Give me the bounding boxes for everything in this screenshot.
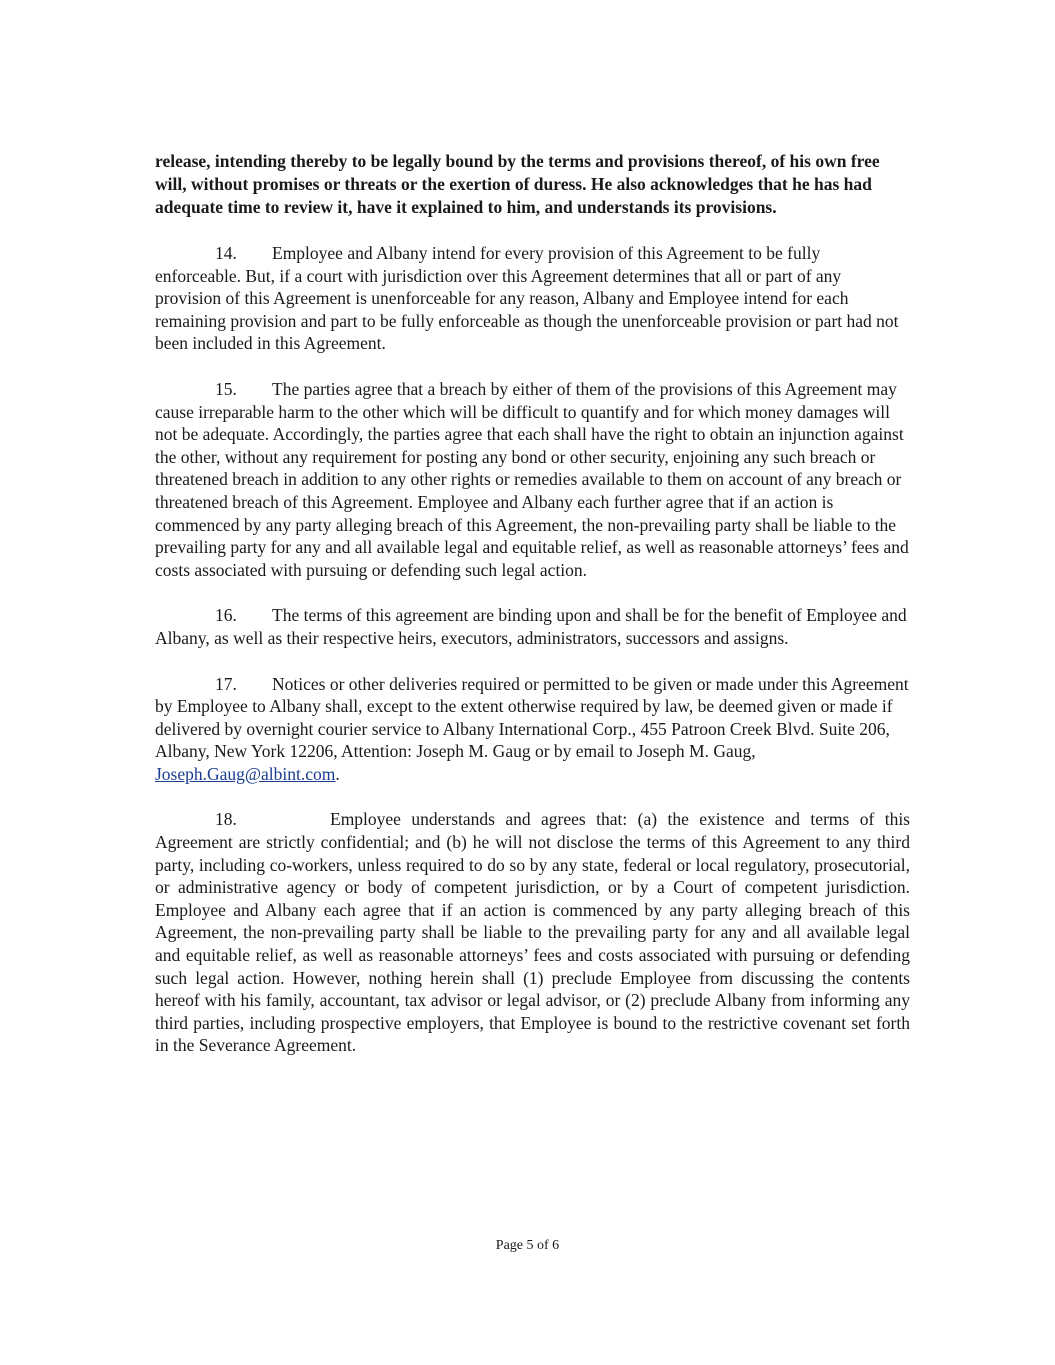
section-15-paragraph [155,378,910,581]
section-trailing-punctuation: . [335,763,340,784]
section-text: Employee and Albany intend for every provision of this Agreement to be fully enforceable. But, if a court with jurisdiction over this Agreement determines that all or part of any provision of this Agreement is unenforceable for any reason, Albany and Employee intend for each remaining provision and part to be fully enforceable as though the unenforceable provision or part had not been included in this Agreement. [155,243,899,354]
section-17-paragraph [155,673,910,786]
section-18-paragraph [155,808,910,1057]
document-page [155,150,910,1080]
section-text: Notices or other deliveries required or permitted to be given or made under this Agreement by Employee to Albany shall, except to the extent otherwise required by law, be deemed given or made if delivered by overnight courier service to Albany International Corp., 455 Patroon Creek Blvd. Suite 206, Albany, New York 12206, Attention: Joseph M. Gaug or by email to Joseph M. Gaug, [155,673,909,762]
section-text: The terms of this agreement are binding upon and shall be for the benefit of Employee and Albany, as well as their respective heirs, executors, administrators, successors and assigns. [155,605,907,648]
section-16-paragraph [155,604,910,649]
page-number-footer: Page 5 of 6 [495,1238,560,1253]
section-number: 17. [215,673,237,694]
section-text: Employee understands and agrees that: (a) the existence and terms of this Agreement are strictly confidential; and (b) he will not disclose the terms of this Agreement to any third party, including co-workers, unless required to do so by any state, federal or local regulatory, prosecutorial, or administrative agency or body of competent jurisdiction, or by a Court of competent jurisdiction. Employee and Albany each agree that if an action is commenced by any party alleging breach of this Agreement, the non-prevailing party shall be liable to the prevailing party for any and all available legal and equitable relief, as well as reasonable attorneys’ fees and costs associated with pursuing or defending such legal action. However, nothing herein shall (1) preclude Employee from discussing the contents hereof with his family, accountant, tax advisor or legal advisor, or (2) preclude Albany from informing any third parties, including prospective employers, that Employee is bound to the restrictive covenant set forth in the Severance Agreement. [155,809,910,1056]
email-link[interactable]: Joseph.Gaug@albint.com [155,763,336,784]
release-acknowledgement-paragraph: release, intending thereby to be legally bound by the terms and provisions thereof, of his own free will, without promises or threats or the exertion of duress. He also acknowledges that he has had adequate time to review it, have it explained to him, and understands its provisions. [155,151,880,217]
section-number: 15. [215,378,237,399]
section-number: 16. [215,605,237,626]
section-text: The parties agree that a breach by either of them of the provisions of this Agreement may cause irreparable harm to the other which will be difficult to quantify and for which money damages will not be adequate. Accordingly, the parties agree that each shall have the right to obtain an injunction against the other, without any requirement for posting any bond or other security, enjoining any such breach or threatened breach in addition to any other rights or remedies available to them on account of any breach or threatened breach of this Agreement. Employee and Albany each further agree that if an action is commenced by any party alleging breach of this Agreement, the non-prevailing party shall be liable to the prevailing party for any and all available legal and equitable relief, as well as reasonable attorneys’ fees and costs associated with pursuing or defending such legal action. [155,378,909,580]
section-number: 18. [215,809,237,830]
section-14-paragraph [155,242,910,355]
section-number: 14. [215,243,237,263]
